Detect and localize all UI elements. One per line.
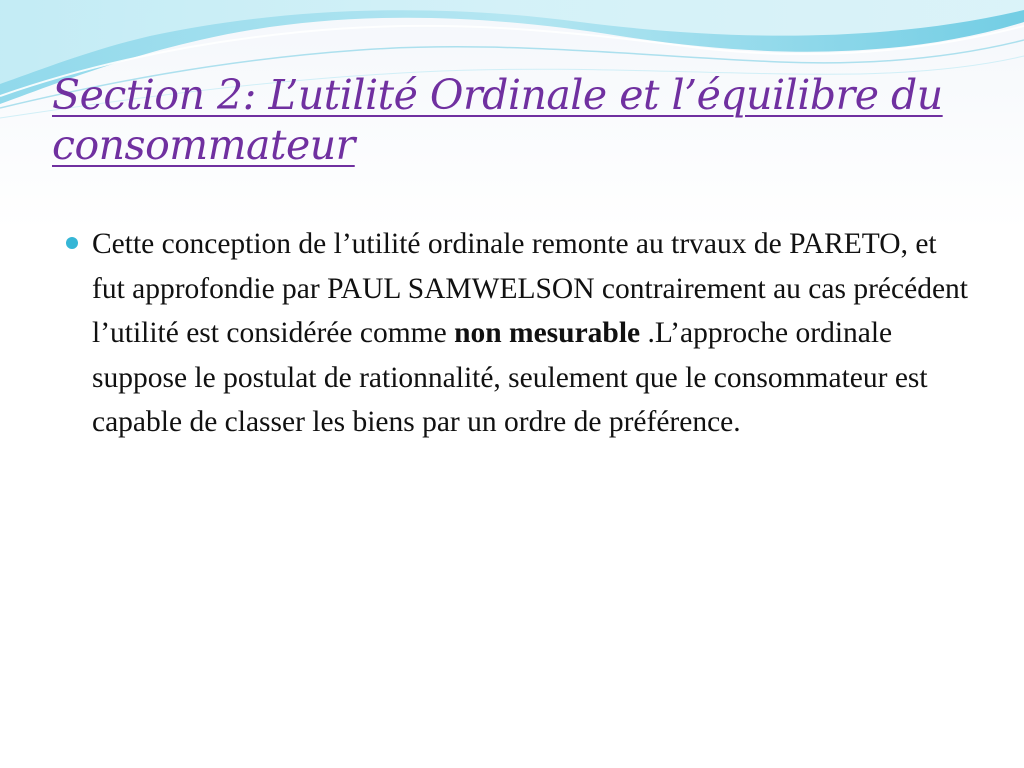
bullet-item <box>66 222 976 445</box>
bullet-text-before: Cette conception de l’utilité ordinale remonte au trvaux de PARETO, et fut approfondie par PAUL SAMWELSON contrairement au cas précédent l’utilité est considérée comme <box>92 228 968 349</box>
bullet-list <box>66 222 976 445</box>
slide-title: Section 2: L’utilité Ordinale et l’équilibre du consommateur <box>52 71 943 170</box>
bullet-text-after: .L’approche ordinale suppose le postulat de rationnalité, seulement que le consommateur est capable de classer les biens par un ordre de préférence. <box>92 317 928 438</box>
bullet-emphasis: non mesurable <box>454 317 641 349</box>
bullet-icon <box>66 237 78 249</box>
